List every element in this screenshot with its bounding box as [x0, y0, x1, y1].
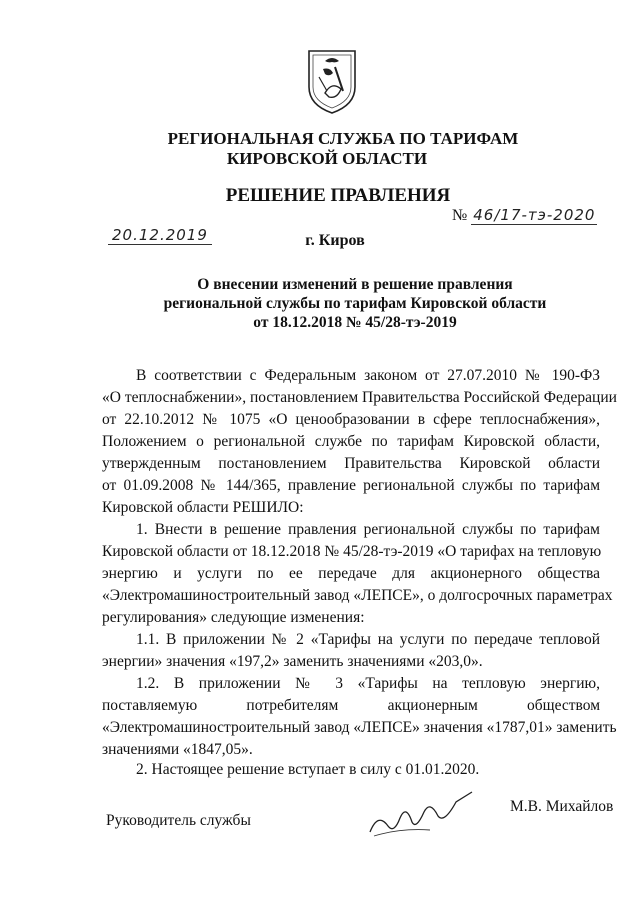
- subject-line3: от 18.12.2018 № 45/28-тэ-2019: [253, 314, 457, 331]
- signer-name: М.В. Михайлов: [510, 798, 614, 815]
- decision-date: 20.12.2019: [108, 226, 212, 245]
- body-line: 1. Внести в решение правления региональной службы по тарифам: [136, 521, 600, 538]
- body-line: энергии» значения «197,2» заменить значениями «203,0».: [102, 653, 483, 670]
- signer-role: Руководитель службы: [106, 812, 251, 829]
- body-line: от 01.09.2008 № 144/365, правление региональной службы по тарифам: [102, 477, 600, 494]
- decision-title: РЕШЕНИЕ ПРАВЛЕНИЯ: [225, 185, 451, 206]
- number-prefix: №: [452, 207, 468, 224]
- subject-line1: О внесении изменений в решение правления: [197, 276, 513, 293]
- body-line: поставляемую потребителям акционерным обществом: [102, 697, 600, 714]
- body-line: значениями «1847,05».: [102, 741, 253, 758]
- body-line: энергию и услуги по ее передаче для акционерного общества: [102, 565, 600, 582]
- decision-number: [452, 206, 597, 225]
- body-line: от 22.10.2012 № 1075 «О ценообразовании в сфере теплоснабжения»,: [102, 411, 600, 428]
- body-line: «Электромашиностроительный завод «ЛЕПСЕ», о долгосрочных параметрах: [102, 587, 613, 604]
- body-line: «Электромашиностроительный завод «ЛЕПСЕ» значения «1787,01» заменить: [102, 719, 617, 736]
- body-line: «О теплоснабжении», постановлением Правительства Российской Федерации: [102, 389, 617, 406]
- number-value: 46/17-тэ-2020: [473, 206, 596, 224]
- body-line: регулирования» следующие изменения:: [102, 609, 365, 626]
- body-line: Кировской области РЕШИЛО:: [102, 499, 304, 516]
- subject-line2: региональной службы по тарифам Кировской области: [163, 295, 547, 312]
- body-line: В соответствии с Федеральным законом от 27.07.2010 № 190-ФЗ: [136, 367, 600, 384]
- org-title-line1: РЕГИОНАЛЬНАЯ СЛУЖБА ПО ТАРИФАМ: [167, 129, 519, 148]
- body-line: Положением о региональной службе по тарифам Кировской области,: [102, 433, 600, 450]
- org-title-line2: КИРОВСКОЙ ОБЛАСТИ: [226, 149, 428, 168]
- coat-of-arms-emblem: [303, 47, 361, 115]
- body-line: 1.2. В приложении № 3 «Тарифы на тепловую энергию,: [136, 675, 600, 692]
- city: г. Киров: [305, 232, 365, 249]
- body-line: утвержденным постановлением Правительства Кировской области: [102, 455, 600, 472]
- handwritten-signature: [360, 782, 480, 842]
- body-line: Кировской области от 18.12.2018 № 45/28-тэ-2019 «О тарифах на тепловую: [102, 543, 602, 560]
- body-line: 2. Настоящее решение вступает в силу с 01.01.2020.: [136, 761, 480, 778]
- body-line: 1.1. В приложении № 2 «Тарифы на услуги по передаче тепловой: [136, 631, 600, 648]
